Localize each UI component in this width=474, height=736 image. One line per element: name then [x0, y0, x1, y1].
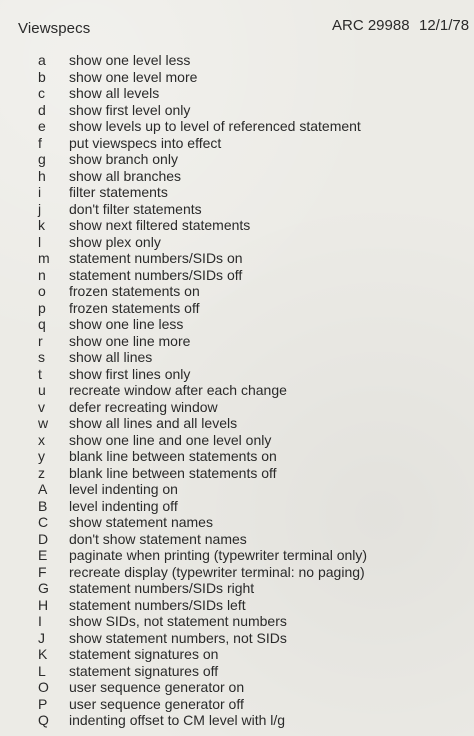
- viewspec-key: u: [38, 382, 46, 398]
- viewspec-row: [38, 201, 458, 218]
- viewspec-key: C: [38, 514, 49, 530]
- viewspec-description: show statement numbers, not SIDs: [69, 629, 287, 646]
- viewspec-description: show one level more: [69, 68, 198, 85]
- viewspec-key: m: [38, 250, 50, 266]
- viewspec-description: user sequence generator off: [69, 695, 244, 712]
- viewspec-key: O: [38, 679, 49, 695]
- viewspec-key: z: [38, 464, 45, 481]
- viewspec-description: recreate display (typewriter terminal: no paging): [69, 563, 365, 580]
- viewspec-description: show all levels: [69, 85, 160, 101]
- viewspec-key: y: [38, 448, 45, 464]
- viewspec-key: g: [38, 151, 46, 167]
- viewspec-description: statement numbers/SIDs off: [69, 266, 243, 283]
- viewspec-row: [38, 283, 458, 300]
- viewspec-row: [38, 234, 458, 251]
- document-code: ARC 29988: [332, 17, 410, 34]
- viewspec-description: statement signatures off: [69, 662, 219, 679]
- viewspec-description: statement signatures on: [69, 646, 219, 662]
- viewspec-key: f: [38, 134, 42, 151]
- viewspec-key: D: [38, 530, 49, 547]
- viewspec-key: w: [38, 415, 49, 431]
- viewspec-row: [38, 151, 458, 168]
- viewspec-row: [38, 316, 458, 333]
- viewspec-key: j: [38, 200, 42, 217]
- viewspec-row: [38, 448, 458, 465]
- viewspec-description: show SIDs, not statement numbers: [69, 613, 287, 629]
- viewspec-key: h: [38, 167, 46, 184]
- viewspec-row: [38, 102, 458, 119]
- viewspec-row: [38, 564, 458, 581]
- viewspec-row: [38, 547, 458, 564]
- viewspec-description: put viewspecs into effect: [69, 134, 222, 151]
- viewspec-key: n: [38, 266, 46, 283]
- viewspec-row: [38, 267, 458, 284]
- viewspec-description: show one line more: [69, 332, 191, 349]
- viewspec-key: r: [38, 332, 43, 349]
- viewspec-row: [38, 168, 458, 185]
- viewspec-row: [38, 300, 458, 317]
- viewspec-row: [38, 415, 458, 432]
- viewspec-list: [38, 52, 458, 729]
- viewspec-description: don't show statement names: [69, 530, 247, 547]
- viewspec-key: H: [38, 596, 49, 613]
- viewspec-key: a: [38, 52, 46, 68]
- viewspec-key: B: [38, 497, 48, 514]
- viewspec-key: F: [38, 563, 47, 580]
- viewspec-row: [38, 432, 458, 449]
- viewspec-key: e: [38, 118, 46, 134]
- viewspec-description: show branch only: [69, 151, 178, 167]
- viewspec-row: [38, 679, 458, 696]
- viewspec-description: filter statements: [69, 184, 168, 200]
- viewspec-description: indenting offset to CM level with l/g: [69, 712, 286, 728]
- viewspec-description: statement numbers/SIDs on: [69, 250, 243, 266]
- viewspec-row: [38, 498, 458, 515]
- viewspec-row: [38, 52, 458, 69]
- viewspec-row: [38, 399, 458, 416]
- viewspec-key: A: [38, 481, 48, 497]
- viewspec-row: [38, 531, 458, 548]
- viewspec-description: don't filter statements: [69, 200, 202, 217]
- viewspec-description: user sequence generator on: [69, 679, 245, 695]
- viewspec-row: [38, 613, 458, 630]
- viewspec-row: [38, 712, 458, 729]
- viewspec-row: [38, 696, 458, 713]
- viewspec-description: recreate window after each change: [69, 382, 287, 398]
- viewspec-key: G: [38, 580, 49, 596]
- viewspec-description: show first lines only: [69, 365, 191, 382]
- viewspec-row: [38, 580, 458, 597]
- viewspec-description: show first level only: [69, 101, 191, 118]
- viewspec-description: frozen statements off: [69, 299, 200, 316]
- viewspec-key: I: [38, 613, 42, 629]
- viewspec-key: x: [38, 431, 45, 448]
- viewspec-description: show levels up to level of referenced statement: [69, 118, 361, 134]
- viewspec-description: level indenting off: [69, 497, 178, 514]
- viewspec-key: P: [38, 695, 48, 712]
- viewspec-description: show all branches: [69, 167, 182, 184]
- viewspec-key: p: [38, 299, 46, 316]
- viewspec-description: show one line less: [69, 316, 184, 332]
- viewspec-key: t: [38, 365, 42, 382]
- viewspec-description: show one line and one level only: [69, 431, 272, 448]
- viewspec-row: [38, 597, 458, 614]
- viewspec-key: v: [38, 398, 45, 415]
- viewspec-description: frozen statements on: [69, 283, 200, 299]
- viewspec-key: c: [38, 85, 45, 101]
- viewspec-key: J: [38, 629, 45, 646]
- viewspec-key: o: [38, 283, 46, 299]
- viewspec-description: blank line between statements on: [69, 448, 277, 464]
- viewspec-row: [38, 217, 458, 234]
- viewspec-key: Q: [38, 712, 49, 728]
- viewspec-key: l: [38, 233, 42, 250]
- viewspec-row: [38, 333, 458, 350]
- viewspec-row: [38, 118, 458, 135]
- viewspec-row: [38, 646, 458, 663]
- viewspec-key: b: [38, 68, 46, 85]
- viewspec-description: show one level less: [69, 52, 191, 68]
- viewspec-row: [38, 250, 458, 267]
- viewspec-key: q: [38, 316, 46, 332]
- viewspec-key: i: [38, 184, 42, 200]
- viewspec-row: [38, 366, 458, 383]
- viewspec-description: show statement names: [69, 514, 213, 530]
- viewspec-key: k: [38, 217, 45, 233]
- viewspec-description: level indenting on: [69, 481, 178, 497]
- viewspec-description: show next filtered statements: [69, 217, 251, 233]
- viewspec-key: E: [38, 547, 48, 563]
- viewspec-description: show all lines and all levels: [69, 415, 238, 431]
- viewspec-description: defer recreating window: [69, 398, 218, 415]
- viewspec-key: L: [38, 662, 46, 679]
- viewspec-row: [38, 514, 458, 531]
- viewspec-row: [38, 349, 458, 366]
- viewspec-row: [38, 69, 458, 86]
- viewspec-description: show all lines: [69, 349, 153, 365]
- viewspec-row: [38, 630, 458, 647]
- document-date: 12/1/78: [419, 17, 470, 34]
- viewspec-description: blank line between statements off: [69, 464, 277, 481]
- viewspec-description: paginate when printing (typewriter terminal only): [69, 547, 368, 563]
- viewspec-row: [38, 481, 458, 498]
- viewspec-row: [38, 382, 458, 399]
- viewspec-key: K: [38, 646, 48, 662]
- viewspec-row: [38, 85, 458, 102]
- viewspec-key: s: [38, 349, 45, 365]
- viewspec-row: [38, 135, 458, 152]
- viewspec-row: [38, 465, 458, 482]
- viewspec-description: statement numbers/SIDs right: [69, 580, 255, 596]
- viewspec-row: [38, 663, 458, 680]
- page-title: Viewspecs: [18, 20, 91, 37]
- viewspec-description: statement numbers/SIDs left: [69, 596, 246, 613]
- viewspec-key: d: [38, 101, 46, 118]
- viewspec-description: show plex only: [69, 233, 161, 250]
- viewspec-row: [38, 184, 458, 201]
